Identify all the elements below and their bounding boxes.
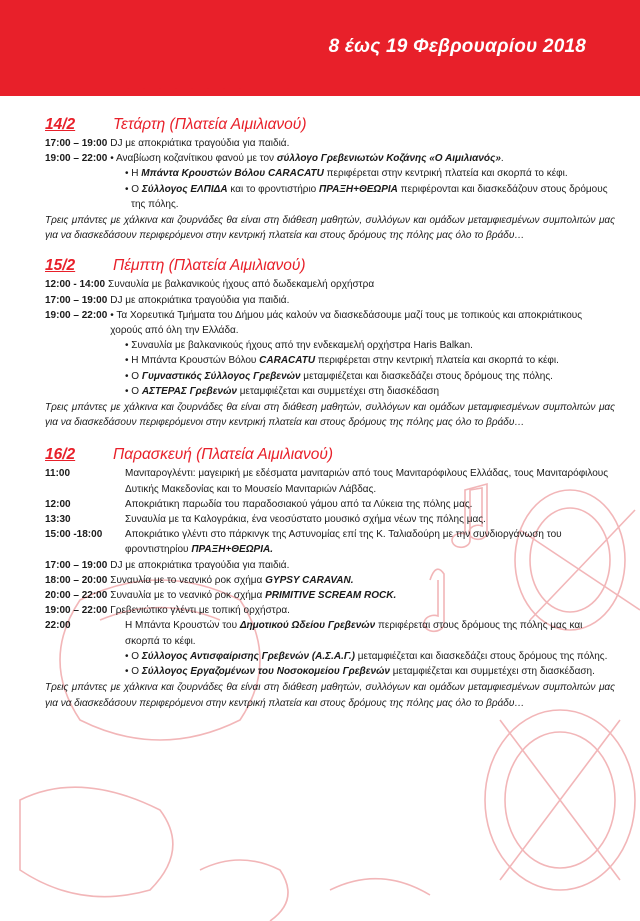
scallop-shape [0, 88, 640, 95]
event-description [125, 466, 615, 496]
bands-note: Τρεις μπάντες με χάλκινα και ζουρνάδες θα είναι στη διάθεση μαθητών, συλλόγων και ομάδων μεταμφιεσμένων συμπολιτών μας για να διασκεδάσουν περιφερόμενοι στην κεντρική πλατεία και στους δρόμους της πόλης μας όλο το βράδυ… [45, 215, 615, 242]
schedule-row [45, 277, 615, 292]
event-description [125, 618, 615, 648]
bands-note: Τρεις μπάντες με χάλκινα και ζουρνάδες θα είναι στη διάθεση μαθητών, συλλόγων και ομάδων μεταμφιεσμένων συμπολιτών μας για να διασκεδάσουν περιφερόμενοι στην κεντρική πλατεία και στους δρόμους της πόλης μας όλο το βράδυ… [45, 682, 615, 709]
emphasis-text: PRIMITIVE SCREAM ROCK. [265, 590, 397, 602]
schedule-row [45, 308, 615, 338]
program-content [45, 115, 615, 711]
event-description [110, 573, 615, 588]
emphasis-text: ΑΣΤΕΡΑΣ Γρεβενών [141, 385, 237, 397]
line-text: DJ με αποκριάτικα τραγούδια για παιδιά. [110, 294, 290, 306]
line-text: • Ο [125, 666, 142, 678]
page-title: 8 έως 19 Φεβρουαρίου 2018 [328, 36, 586, 57]
event-description [110, 136, 615, 151]
schedule-row [45, 588, 615, 603]
line-text: μεταμφιέζεται και διασκεδάζει στους δρόμους της πόλης. [354, 650, 608, 662]
schedule-row [45, 527, 615, 557]
line-text: Αποκριάτικο γλέντι στο πάρκινγκ της Αστυνομίας επί της Κ. Ταλιαδούρη με την συνδιοργάνωση του φροντιστηρίου [125, 529, 562, 556]
line-text: DJ με αποκριάτικα τραγούδια για παιδιά. [110, 138, 290, 149]
event-description [108, 277, 615, 292]
line-text: DJ με αποκριάτικα τραγούδια για παιδιά. [110, 559, 290, 571]
line-text: Συναυλία με το νεανικό ροκ σχήμα [110, 590, 266, 602]
emphasis-text: ΠΡΑΞΗ+ΘΕΩΡΙΑ [319, 183, 398, 195]
emphasis-text: Σύλλογος ΕΛΠΙΔΑ [141, 183, 228, 195]
line-text: περιφέρονται και διασκεδάζουν στους δρόμους της πόλης. [131, 183, 608, 210]
time-slot: 22:00 [45, 620, 71, 632]
event-description [125, 497, 615, 512]
schedule-row [45, 136, 615, 151]
day-heading [45, 445, 615, 465]
event-description [110, 293, 615, 308]
day-heading [45, 256, 615, 276]
line-text: • Ο [125, 385, 142, 397]
time-slot: 19:00 – 22:00 [45, 153, 108, 165]
line-text: περιφέρεται στους δρόμους της πόλης μας και σκορπά το κέφι. [125, 620, 583, 647]
section-spacer [45, 243, 615, 256]
line-text: • Αναβίωση κοζανίτικου φανού με τον [110, 153, 277, 165]
day-section-15-2 [45, 256, 615, 430]
schedule-subitem [45, 338, 615, 353]
day-heading [45, 115, 615, 135]
schedule-subitem [45, 649, 615, 664]
line-text: Συναυλία με τα Καλογράκια, ένα νεοσύστατο μουσικό σχήμα νέων της πόλης μας. [125, 514, 486, 526]
time-slot: 17:00 – 19:00 [45, 294, 108, 306]
line-text: μεταμφιέζεται και συμμετέχει στη διασκέδαση [236, 385, 440, 397]
event-description [125, 512, 615, 527]
line-text: Συναυλία με το νεανικό ροκ σχήμα [110, 574, 266, 586]
time-slot: 11:00 [45, 468, 71, 480]
emphasis-text: Γυμναστικός Σύλλογος Γρεβενών [141, 370, 301, 382]
line-text: και το φροντιστήριο [227, 183, 320, 195]
event-description [110, 558, 615, 573]
day-date: 15/2 [45, 257, 76, 275]
schedule-subitem [45, 182, 615, 212]
day-name: Πέμπτη (Πλατεία Αιμιλιανού) [113, 257, 306, 275]
schedule-row [45, 466, 615, 496]
schedule-row [45, 603, 615, 618]
section-spacer [45, 430, 615, 445]
line-text: Συναυλία με βαλκανικούς ήχους από δωδεκαμελή ορχήστρα [108, 279, 375, 291]
schedule-row [45, 512, 615, 527]
day-name: Τετάρτη (Πλατεία Αιμιλιανού) [113, 116, 307, 133]
schedule-row [45, 573, 615, 588]
line-text: Μανιταρογλέντι: μαγειρική με εδέσματα μανιταριών από τους Μανιταρόφιλους Ελλάδας, τους Μανιταρόφιλους Δυτικής Μακεδονίας και το Μουσείο Μανιταριών Λάβδας. [125, 468, 609, 495]
line-text: • Τα Χορευτικά Τμήματα του Δήμου μάς καλούν να διασκεδάσουμε μαζί τους με τοπικούς και αποκριάτικους χορούς από όλη την Ελλάδα. [110, 309, 583, 337]
schedule-row [45, 293, 615, 308]
line-text: μεταμφιέζεται και διασκεδάζει στους δρόμους της πόλης. [300, 370, 553, 382]
line-text: • Συναυλία με βαλκανικούς ήχους από την ενδεκαμελή ορχήστρα Haris Balkan. [125, 340, 473, 352]
bands-note: Τρεις μπάντες με χάλκινα και ζουρνάδες θα είναι στη διάθεση μαθητών, συλλόγων και ομάδων μεταμφιεσμένων συμπολιτών μας για να διασκεδάσουν περιφερόμενοι στην κεντρική πλατεία και στους δρόμους της πόλης μας όλο το βράδυ… [45, 402, 615, 429]
emphasis-text: Σύλλογος Αντισφαίρισης Γρεβενών (Α.Σ.Α.Γ.) [141, 650, 355, 662]
schedule-subitem [45, 353, 615, 368]
line-text: Γρεβενιώτικο γλέντι με τοπική ορχήστρα. [110, 605, 290, 617]
schedule-row [45, 151, 615, 166]
time-slot: 17:00 – 19:00 [45, 559, 108, 571]
day-section-14-2 [45, 115, 615, 243]
time-slot: 18:00 – 20:00 [45, 574, 108, 586]
day-date: 16/2 [45, 446, 76, 464]
line-text: Αποκριάτικη παρωδία του παραδοσιακού γάμου από τα Λύκεια της πόλης μας. [125, 498, 473, 510]
time-slot: 13:30 [45, 514, 71, 526]
schedule-row [45, 497, 615, 512]
emphasis-text: Δημοτικού Ωδείου Γρεβενών [239, 620, 376, 632]
emphasis-text: CARACATU [259, 355, 316, 367]
schedule-row [45, 558, 615, 573]
line-text: Η Μπάντα Κρουστών του [125, 620, 240, 632]
line-text: • Ο [125, 650, 142, 662]
emphasis-text: ΠΡΑΞΗ+ΘΕΩΡΙΑ. [191, 544, 273, 556]
event-description [110, 588, 615, 603]
day-name: Παρασκευή (Πλατεία Αιμιλιανού) [113, 446, 334, 464]
line-text: . [500, 153, 504, 165]
event-description [125, 527, 615, 557]
schedule-subitem [45, 369, 615, 384]
time-slot: 19:00 – 22:00 [45, 309, 108, 321]
line-text: • Ο [125, 370, 142, 382]
schedule-row [45, 618, 615, 648]
line-text: περιφέρεται στην κεντρική πλατεία και σκορπά το κέφι. [323, 168, 568, 180]
emphasis-text: Μπάντα Κρουστών Βόλου CARACATU [141, 168, 324, 180]
line-text: • Η Μπάντα Κρουστών Βόλου [125, 355, 260, 367]
time-slot: 20:00 – 22:00 [45, 590, 108, 602]
time-slot: 12:00 - 14:00 [45, 279, 106, 291]
event-description [110, 308, 615, 338]
day-section-16-2 [45, 445, 615, 710]
banner-scallop-edge [0, 88, 640, 102]
time-slot: 15:00 -18:00 [45, 529, 103, 541]
schedule-subitem [45, 664, 615, 679]
day-date: 14/2 [45, 116, 76, 133]
schedule-subitem [45, 166, 615, 181]
line-text: • Ο [125, 183, 142, 195]
time-slot: 12:00 [45, 498, 71, 510]
time-slot: 19:00 – 22:00 [45, 605, 108, 617]
line-text: μεταμφιέζεται και συμμετέχει στη διασκέδαση. [389, 666, 595, 678]
emphasis-text: GYPSY CARAVAN. [265, 574, 354, 586]
line-text: περιφέρεται στην κεντρική πλατεία και σκορπά το κέφι. [315, 355, 559, 367]
event-description [110, 603, 615, 618]
time-slot: 17:00 – 19:00 [45, 138, 108, 149]
event-description [110, 151, 615, 166]
emphasis-text: σύλλογο Γρεβενιωτών Κοζάνης «Ο Αιμιλιανός» [276, 153, 501, 165]
line-text: • Η [125, 168, 142, 180]
schedule-subitem [45, 384, 615, 399]
emphasis-text: Σύλλογος Εργαζομένων του Νοσοκομείου Γρεβενών [141, 666, 390, 678]
